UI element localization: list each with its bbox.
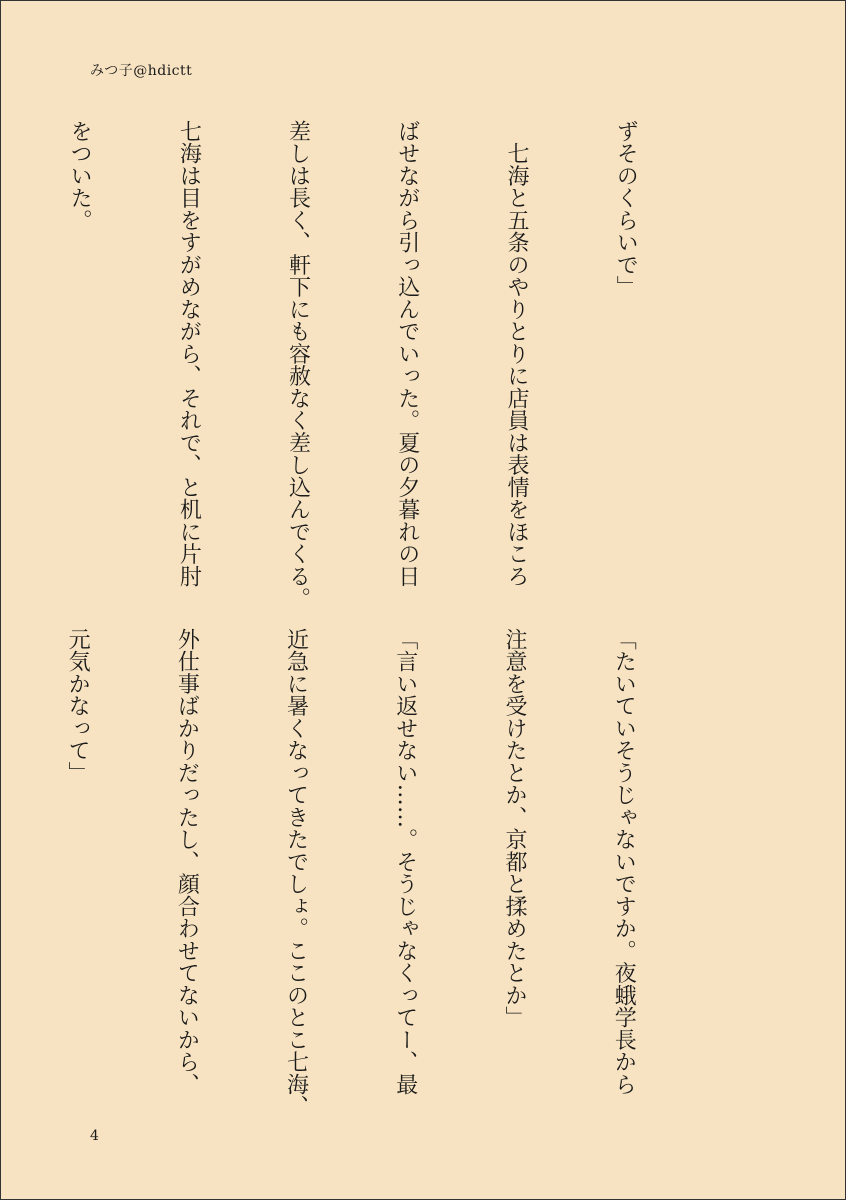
- text-line: 七海と五条のやりとりに店員は表情をほころ: [503, 120, 529, 588]
- text-block-top: [0, 120, 716, 610]
- text-line: 元気かなって」: [65, 628, 91, 784]
- text-line: 「言い返せない……。そうじゃなくってー、最: [392, 628, 418, 1096]
- text-line: 注意を受けたとか、京都と揉めたとか」: [501, 628, 527, 1029]
- text-block-bottom: [0, 628, 714, 1118]
- text-line: 七海は目をすがめながら、それで、と机に片肘: [176, 120, 202, 588]
- text-line: 近急に暑くなってきたでしょ。ここのとこ七海、: [283, 628, 309, 1118]
- author-credit: みつ子@hdictt: [90, 63, 193, 79]
- text-line: 「たいていそうじゃないですか。夜蛾学長から: [611, 628, 637, 1096]
- page-number: 4: [90, 1128, 99, 1144]
- text-line: 外仕事ばかりだったし、顔合わせてないから、: [174, 628, 200, 1096]
- text-line: ずそのくらいで」: [613, 120, 639, 298]
- text-line: 差しは長く、軒下にも容赦なく差し込んでくる。: [285, 120, 311, 610]
- text-line: をついた。: [67, 120, 93, 232]
- text-line: ばせながら引っ込んでいった。夏の夕暮れの日: [394, 120, 420, 588]
